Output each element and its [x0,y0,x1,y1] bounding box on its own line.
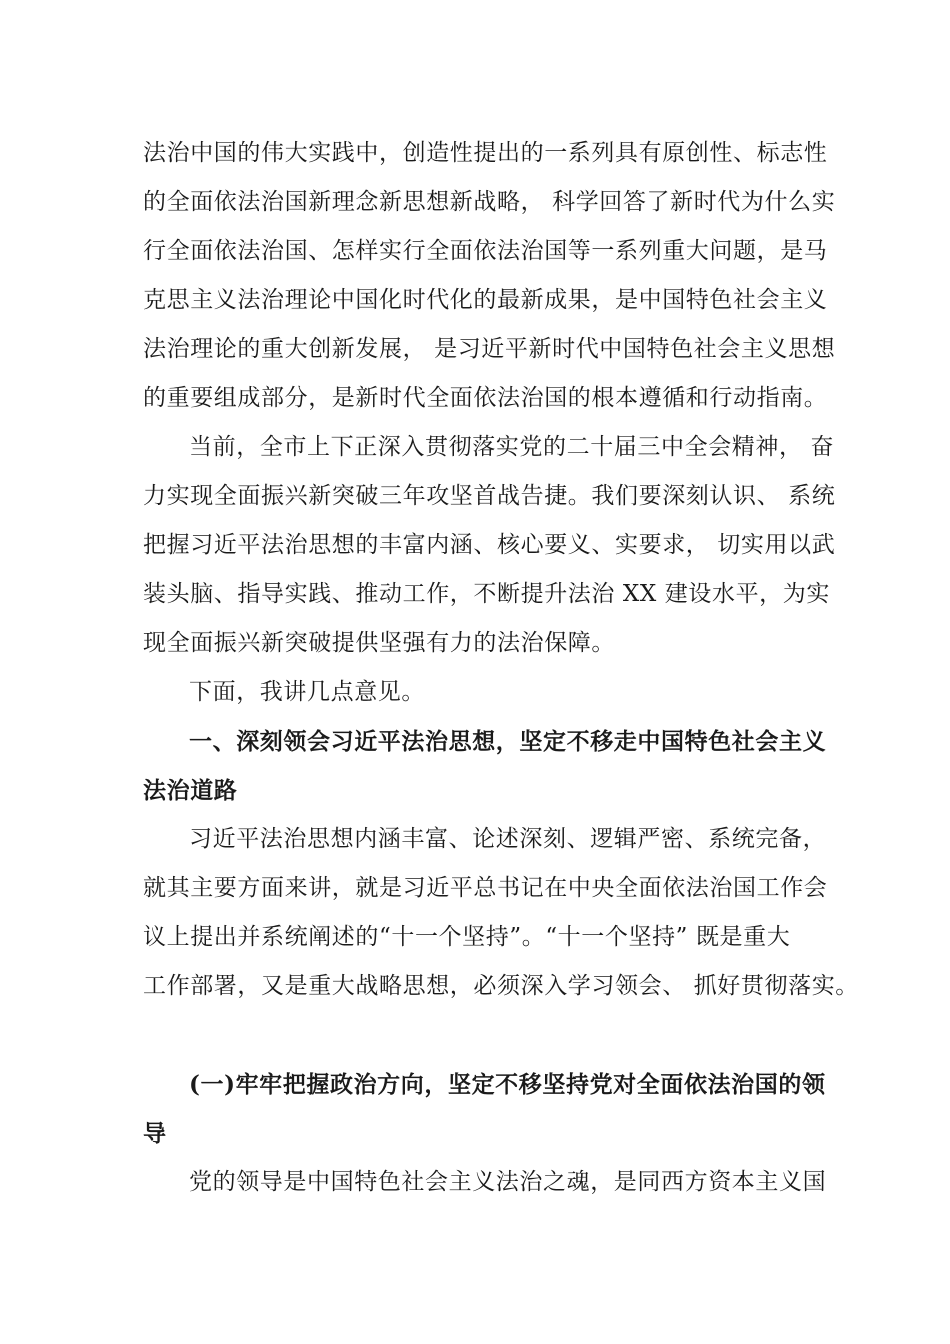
paragraph-5-line: 党的领导是中国特色社会主义法治之魂，是同西方资本主义国 [189,1169,827,1195]
paragraph-1-line: 克思主义法治理论中国化时代化的最新成果，是中国特色社会主义 [143,287,828,313]
paragraph-4-line: 工作部署，又是重大战略思想，必须深入学习领会、 抓好贯彻落实。 [143,973,859,999]
paragraph-4-line: 议上提出并系统阐述的“十一个坚持”。“十一个坚持” 既是重大 [143,924,791,950]
paragraph-1-line: 的重要组成部分，是新时代全面依法治国的根本遵循和行动指南。 [143,385,828,411]
paragraph-2-line: 现全面振兴新突破提供坚强有力的法治保障。 [143,630,615,656]
paragraph-4-line: 习近平法治思想内涵丰富、论述深刻、逻辑严密、系统完备， [189,826,827,852]
paragraph-1-line: 的全面依法治国新理念新思想新战略， 科学回答了新时代为什么实 [143,189,836,215]
paragraph-2-line: 把握习近平法治思想的丰富内涵、核心要义、实要求， 切实用以武 [143,532,836,558]
paragraph-1-line: 法治理论的重大创新发展， 是习近平新时代中国特色社会主义思想 [143,336,836,362]
paragraph-1-line: 行全面依法治国、怎样实行全面依法治国等一系列重大问题，是马 [143,238,828,264]
paragraph-4-line: 就其主要方面来讲，就是习近平总书记在中央全面依法治国工作会 [143,875,828,901]
paragraph-2-line: 力实现全面振兴新突破三年攻坚首战告捷。我们要深刻认识、 系统 [143,483,836,509]
document-body [143,129,859,1207]
subsection-heading-1: (一)牢牢把握政治方向，坚定不移坚持党对全面依法治国的领 [189,1071,826,1098]
section-heading-1-continued: 法治道路 [143,777,238,804]
paragraph-1-line: 法治中国的伟大实践中，创造性提出的一系列具有原创性、标志性 [143,140,828,166]
paragraph-3-line: 下面，我讲几点意见。 [189,679,425,705]
section-heading-1: 一、深刻领会习近平法治思想，坚定不移走中国特色社会主义 [189,728,827,755]
paragraph-2-line: 装头脑、指导实践、推动工作，不断提升法治 XX 建设水平，为实 [143,581,830,607]
paragraph-2-line: 当前，全市上下正深入贯彻落实党的二十届三中全会精神， 奋 [189,434,835,460]
subsection-heading-1-continued: 导 [143,1120,167,1147]
blank-line [143,1011,823,1060]
